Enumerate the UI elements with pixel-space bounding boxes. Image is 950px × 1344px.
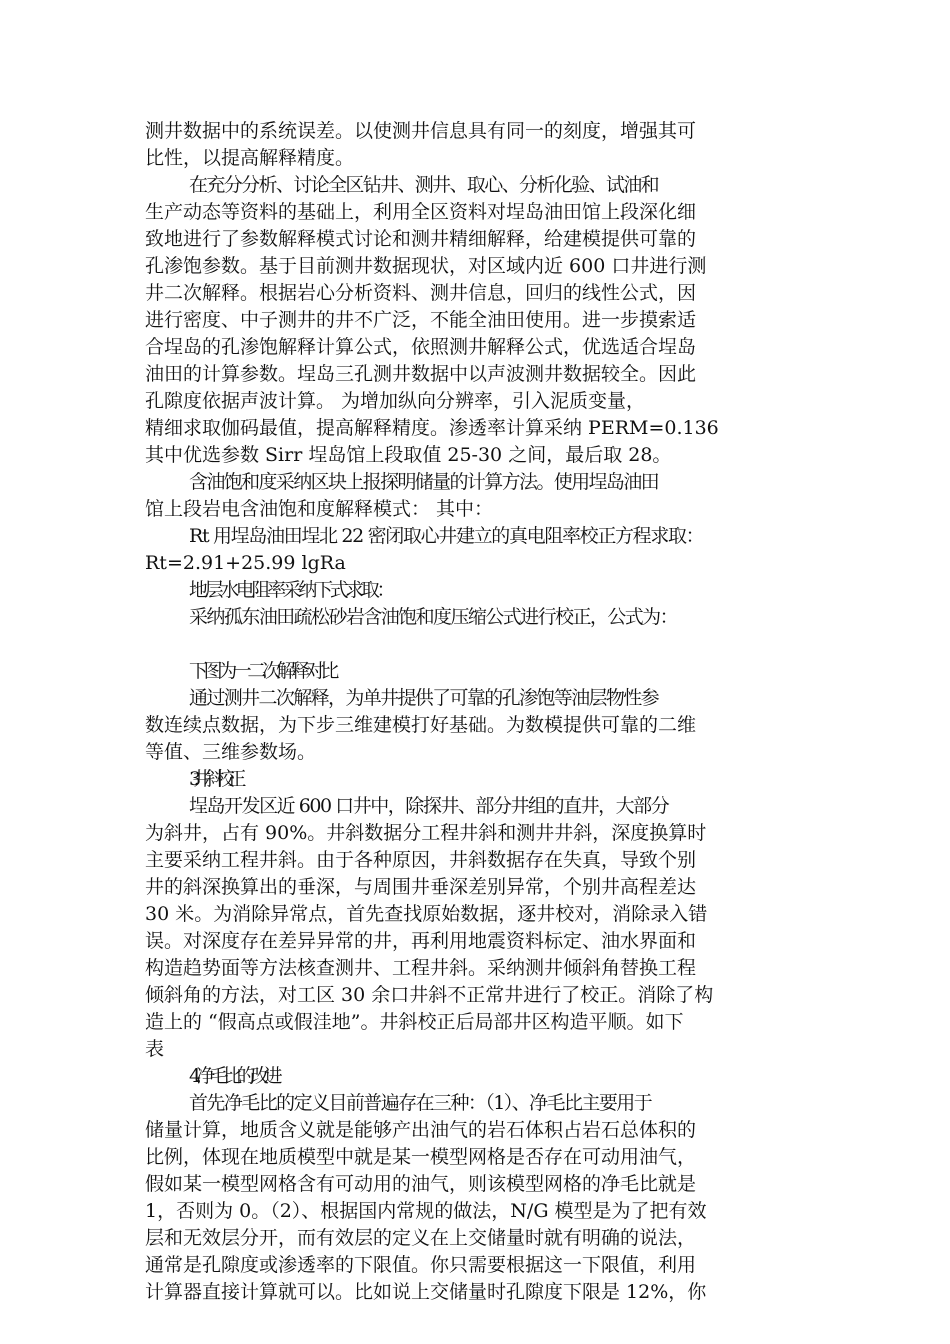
- text-line: 4.净毛比的改进: [189, 1065, 278, 1087]
- text-line: 比例，体现在地质模型中就是某一模型网格是否存在可动用油气，: [145, 1146, 697, 1168]
- text-line: 首先净毛比的定义目前普遍存在三种：（1）、净毛比主要用于: [189, 1092, 652, 1114]
- text-line: 油田的计算参数。埕岛三孔测井数据中以声波测井数据较全。因此: [145, 363, 697, 385]
- text-line: 构造趋势面等方法核查测井、工程井斜。采纳测井倾斜角替换工程: [145, 957, 697, 979]
- text-line: 孔渗饱参数。基于目前测井数据现状，对区域内近 600 口井进行测: [145, 255, 707, 277]
- text-line: 通过测井二次解释，为单井提供了可靠的孔渗饱等油层物性参: [189, 687, 658, 709]
- document-body: [145, 118, 807, 1306]
- text-line: 精细求取伽码最值，提高解释精度。渗透率计算采纳 PERM=0.136: [145, 417, 719, 439]
- text-line: 生产动态等资料的基础上，利用全区资料对埕岛油田馆上段深化细: [145, 201, 697, 223]
- text-line: 计算器直接计算就可以。比如说上交储量时孔隙度下限是 12%，你: [145, 1281, 707, 1303]
- text-line: 3.井斜校正: [189, 768, 240, 790]
- text-line: 地层水电阻率采纳下式求取：: [189, 579, 393, 601]
- text-line: 采纳孤东油田疏松砂岩含油饱和度压缩公式进行校正，公式为：: [189, 606, 678, 628]
- text-line: 主要采纳工程井斜。由于各种原因，井斜数据存在失真，导致个别: [145, 849, 697, 871]
- text-line: 致地进行了参数解释模式讨论和测井精细解释，给建模提供可靠的: [145, 228, 697, 250]
- text-line: 造上的 “假高点或假洼地”。井斜校正后局部井区构造平顺。如下: [145, 1011, 684, 1033]
- text-line: 倾斜角的方法，对工区 30 余口井斜不正常井进行了校正。消除了构: [145, 984, 714, 1006]
- text-line: 孔隙度依据声波计算。 为增加纵向分辨率，引入泥质变量，: [145, 390, 646, 412]
- text-line: 进行密度、中子测井的井不广泛，不能全油田使用。进一步摸索适: [145, 309, 697, 331]
- text-line: 储量计算，地质含义就是能够产出油气的岩石体积占岩石总体积的: [145, 1119, 697, 1141]
- text-line: 误。对深度存在差异异常的井，再利用地震资料标定、油水界面和: [145, 930, 697, 952]
- text-line: 井的斜深换算出的垂深，与周围井垂深差别异常，个别井高程差达: [145, 876, 697, 898]
- text-line: 层和无效层分开，而有效层的定义在上交储量时就有明确的说法，: [145, 1227, 697, 1249]
- text-line: 其中优选参数 Sirr 埕岛馆上段取值 25-30 之间，最后取 28。: [145, 444, 672, 466]
- text-line: Rt=2.91+25.99 lgRa: [145, 552, 346, 574]
- text-line: [145, 631, 807, 658]
- text-line: 测井数据中的系统误差。以使测井信息具有同一的刻度，增强其可: [145, 120, 697, 142]
- text-line: 馆上段岩电含油饱和度解释模式： 其中：: [145, 498, 494, 520]
- text-line: 数连续点数据，为下步三维建模打好基础。为数模提供可靠的二维: [145, 714, 697, 736]
- text-line: 表: [145, 1038, 165, 1060]
- text-line: 在充分分析、讨论全区钻井、测井、取心、分析化验、试油和: [189, 174, 658, 196]
- text-line: 为斜井，占有 90%。井斜数据分工程井斜和测井井斜，深度换算时: [145, 822, 707, 844]
- text-line: 假如某一模型网格含有可动用的油气，则该模型网格的净毛比就是: [145, 1173, 697, 1195]
- text-line: 1，否则为 0。（2）、根据国内常规的做法，N/G 模型是为了把有效: [145, 1200, 707, 1222]
- text-line: 比性，以提高解释精度。: [145, 147, 355, 169]
- text-line: 含油饱和度采纳区块上报探明储量的计算方法。使用埕岛油田: [189, 471, 658, 493]
- text-line: 下图为一二次解释对比: [189, 660, 336, 682]
- text-line: 井二次解释。根据岩心分析资料、测井信息，回归的线性公式，因: [145, 282, 697, 304]
- text-line: 通常是孔隙度或渗透率的下限值。你只需要根据这一下限值，利用: [145, 1254, 697, 1276]
- text-line: 等值、三维参数场。: [145, 741, 317, 763]
- text-line: 合埕岛的孔渗饱解释计算公式，依照测井解释公式，优选适合埕岛: [145, 336, 697, 358]
- text-line: Rt 用埕岛油田埕北 22 密闭取心井建立的真电阻率校正方程求取：: [189, 525, 704, 547]
- text-line: 30 米。为消除异常点，首先查找原始数据，逐井校对，消除录入错: [145, 903, 708, 925]
- text-line: 埕岛开发区近 600 口井中，除探井、部分井组的直井，大部分: [189, 795, 669, 817]
